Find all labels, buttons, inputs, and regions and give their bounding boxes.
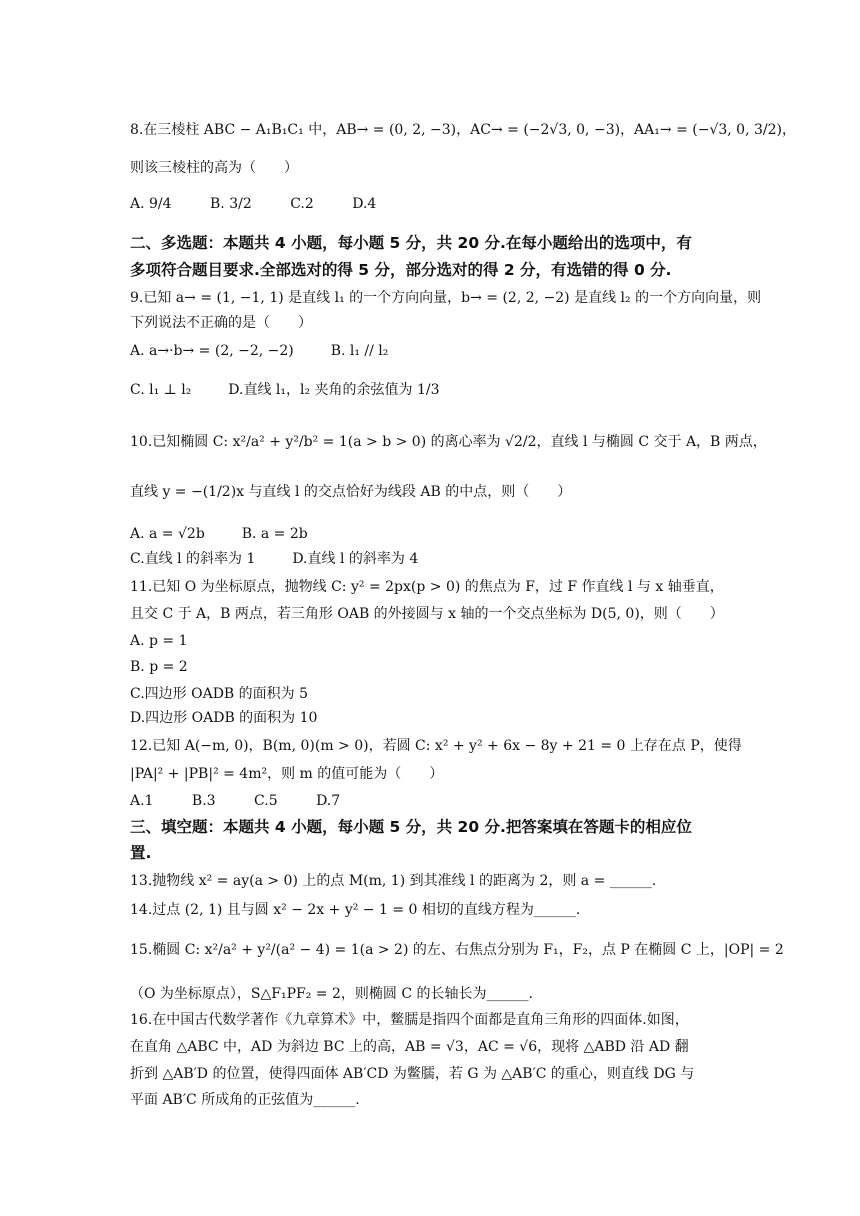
q16-line3: 折到 △AB′D 的位置，使得四面体 AB′CD 为鳖臑，若 G 为 △AB′C 的重心，则直线 DG 与: [130, 1066, 695, 1082]
q8-options: [130, 194, 750, 214]
q10-options-cd: [130, 549, 750, 569]
q8-option-d: D.4: [352, 196, 377, 212]
q9-option-b: B. l₁ // l₂: [330, 343, 389, 359]
q13-stem: 13.抛物线 x² = ay(a > 0) 上的点 M(m, 1) 到其准线 l 的距离为 2，则 a = ______.: [130, 873, 657, 889]
q10-stem-cont: 直线 y = −(1/2)x 与直线 l 的交点恰好为线段 AB 的中点，则（ ）: [130, 484, 572, 500]
q12-stem: 12.已知 A(−m, 0)，B(m, 0)(m > 0)，若圆 C: x² + y² + 6x − 8y + 21 = 0 上存在点 P，使得: [130, 738, 742, 754]
q12-option-c: C.5: [254, 793, 278, 809]
q8-option-c: C.2: [290, 196, 314, 212]
q9-option-d: D.直线 l₁，l₂ 夹角的余弦值为 1/3: [228, 382, 440, 398]
q12-options: [130, 791, 750, 811]
q8-option-a: A. 9/4: [130, 196, 172, 212]
q10-option-b: B. a = 2b: [241, 526, 308, 542]
q11-option-c: C.四边形 OADB 的面积为 5: [130, 686, 309, 702]
q12-option-d: D.7: [316, 793, 341, 809]
q9-stem-cont: 下列说法不正确的是（ ）: [130, 315, 312, 331]
q11-option-b: B. p = 2: [130, 659, 188, 675]
q11-option-a: A. p = 1: [130, 633, 188, 649]
q15-stem: 15.椭圆 C: x²/a² + y²/(a² − 4) = 1(a > 2) 的左、右焦点分别为 F₁，F₂，点 P 在椭圆 C 上，|OP| = 2: [130, 942, 784, 958]
section3-heading-line2: 置.: [130, 844, 152, 862]
q8-stem-cont: 则该三棱柱的高为（ ）: [130, 160, 298, 176]
q11-stem: 11.已知 O 为坐标原点，抛物线 C: y² = 2px(p > 0) 的焦点为 F，过 F 作直线 l 与 x 轴垂直，: [130, 579, 724, 595]
q12-stem-cont: |PA|² + |PB|² = 4m²，则 m 的值可能为（ ）: [130, 766, 444, 782]
q9-stem: 9.已知 a→ = (1, −1, 1) 是直线 l₁ 的一个方向向量，b→ = (2, 2, −2) 是直线 l₂ 的一个方向向量，则: [130, 290, 762, 306]
q9-option-c: C. l₁ ⊥ l₂: [130, 382, 192, 398]
q11-stem-cont: 且交 C 于 A，B 两点，若三角形 OAB 的外接圆与 x 轴的一个交点坐标为 D(5, 0)，则（ ）: [130, 606, 724, 622]
q15-stem-cont: （O 为坐标原点），S△F₁PF₂ = 2，则椭圆 C 的长轴长为______.: [130, 986, 533, 1002]
section2-heading-line1: 二、多选题：本题共 4 小题，每小题 5 分，共 20 分.在每小题给出的选项中，有: [130, 234, 692, 252]
section3-heading-line1: 三、填空题：本题共 4 小题，每小题 5 分，共 20 分.把答案填在答题卡的相应位: [130, 818, 692, 836]
q10-stem: 10.已知椭圆 C: x²/a² + y²/b² = 1(a > b > 0) 的离心率为 √2/2，直线 l 与椭圆 C 交于 A，B 两点，: [130, 434, 767, 450]
q10-option-d: D.直线 l 的斜率为 4: [292, 551, 419, 567]
q9-option-a: A. a→·b→ = (2, −2, −2): [130, 343, 294, 359]
q16-line4: 平面 AB′C 所成角的正弦值为______.: [130, 1092, 360, 1108]
q10-option-a: A. a = √2b: [130, 526, 205, 542]
q8-option-b: B. 3/2: [210, 196, 252, 212]
q16-line2: 在直角 △ABC 中，AD 为斜边 BC 上的高，AB = √3，AC = √6，现将 △ABD 沿 AD 翻: [130, 1039, 689, 1055]
q11-option-d: D.四边形 OADB 的面积为 10: [130, 710, 318, 726]
q12-option-a: A.1: [130, 793, 154, 809]
section2-heading-line2: 多项符合题目要求.全部选对的得 5 分，部分选对的得 2 分，有选错的得 0 分.: [130, 261, 672, 279]
q9-options-cd: [130, 380, 750, 400]
q16-line1: 16.在中国古代数学著作《九章算术》中，鳖臑是指四个面都是直角三角形的四面体.如图，: [130, 1012, 689, 1028]
q10-options-ab: [130, 524, 750, 544]
q14-stem: 14.过点 (2, 1) 且与圆 x² − 2x + y² − 1 = 0 相切的直线方程为______.: [130, 902, 581, 918]
q8-stem: 8.在三棱柱 ABC − A₁B₁C₁ 中，AB→ = (0, 2, −3)，AC→ = (−2√3, 0, −3)，AA₁→ = (−√3, 0, 3/2)，: [130, 122, 796, 138]
q10-option-c: C.直线 l 的斜率为 1: [130, 551, 256, 567]
q9-options-ab: [130, 341, 750, 361]
q12-option-b: B.3: [191, 793, 216, 809]
